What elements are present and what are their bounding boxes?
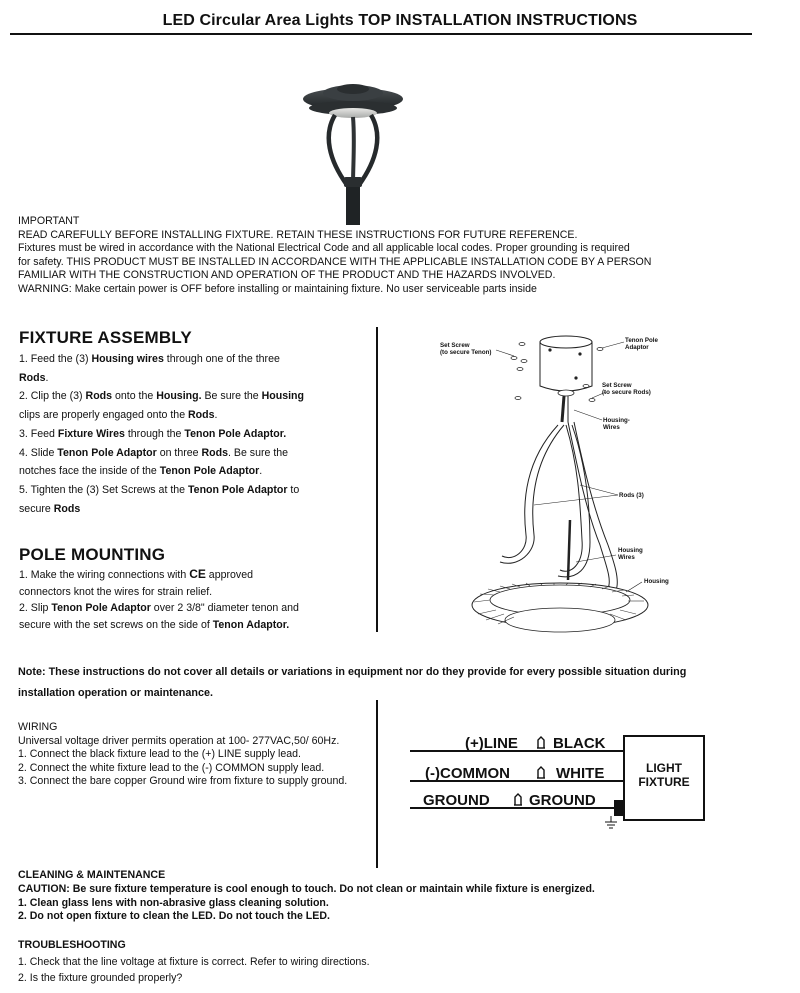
step-4b: notches face the inside of the Tenon Pole Adaptor. xyxy=(19,465,263,478)
assembly-diagram xyxy=(430,330,690,650)
cleaning-heading: CLEANING & MAINTENANCE xyxy=(18,869,166,881)
important-line: WARNING: Make certain power is OFF before installing or maintaining fixture. No user serviceable parts inside xyxy=(18,282,537,295)
important-line: FAMILIAR WITH THE CONSTRUCTION AND OPERATION OF THE PRODUCT AND THE HAZARDS INVOLVED. xyxy=(18,269,556,281)
ground-left-label: GROUND xyxy=(423,792,490,809)
wiring-instructions xyxy=(18,721,347,789)
important-line: Fixtures must be wired in accordance with the National Electrical Code and all applicable local codes. Proper grounding is required xyxy=(18,242,630,254)
title-rule xyxy=(10,33,752,35)
label-housing-wires-top: Housing- xyxy=(603,417,630,424)
label-housing-wires-bottom-sub: Wires xyxy=(618,554,635,561)
troubleshooting-heading: TROUBLESHOOTING xyxy=(18,939,126,951)
pole-step-2a: 2. Slip Tenon Pole Adaptor over 2 3/8" diameter tenon and xyxy=(19,602,299,614)
label-housing-wires-bottom: Housing xyxy=(618,547,643,554)
step-5a: 5. Tighten the (3) Set Screws at the Tenon Pole Adaptor to xyxy=(19,483,300,496)
wiring-line: 2. Connect the white fixture lead to the (-) COMMON supply lead. xyxy=(18,761,325,774)
wiring-heading: WIRING xyxy=(18,721,58,733)
pole-mounting-heading: POLE MOUNTING xyxy=(19,545,166,564)
important-line: IMPORTANT xyxy=(18,215,80,227)
step-2a: 2. Clip the (3) Rods onto the Housing. Be sure the Housing xyxy=(19,390,304,403)
ground-icon xyxy=(605,822,617,828)
ce-mark: CE xyxy=(189,567,206,581)
label-set-screw-rods-sub: (to secure Rods) xyxy=(602,389,651,396)
column-divider xyxy=(376,327,378,632)
label-housing: Housing xyxy=(644,578,669,585)
label-set-screw-tenon-sub: (to secure Tenon) xyxy=(440,349,492,356)
ground-right-label: GROUND xyxy=(529,792,596,809)
black-label: BLACK xyxy=(553,735,606,752)
common-label: (-)COMMON xyxy=(425,765,510,782)
wiring-diagram xyxy=(408,728,708,830)
label-housing-wires-top-sub: Wires xyxy=(603,424,620,431)
note-line: installation operation or maintenance. xyxy=(18,687,213,699)
step-1b: Rods. xyxy=(19,371,49,384)
label-tenon-adaptor: Tenon Pole xyxy=(625,337,658,344)
column-divider-wiring xyxy=(376,700,378,868)
wiring-line: Universal voltage driver permits operation at 100- 277VAC,50/ 60Hz. xyxy=(18,734,340,747)
label-set-screw-rods: Set Screw xyxy=(602,382,632,389)
cleaning-maintenance xyxy=(18,869,595,924)
pole-mounting-steps xyxy=(19,566,299,633)
step-3: 3. Feed Fixture Wires through the Tenon Pole Adaptor. xyxy=(19,427,287,440)
step-5b: secure Rods xyxy=(19,502,81,515)
cleaning-line: 2. Do not open fixture to clean the LED. Do not touch the LED. xyxy=(18,910,330,923)
white-label: WHITE xyxy=(556,765,605,782)
wiring-line: 1. Connect the black fixture lead to the (+) LINE supply lead. xyxy=(18,748,301,760)
label-tenon-adaptor-sub: Adaptor xyxy=(625,344,649,351)
line-label: (+)LINE xyxy=(465,735,518,752)
fixture-assembly-heading: FIXTURE ASSEMBLY xyxy=(19,328,192,347)
fixture-assembly-steps xyxy=(19,350,304,518)
cleaning-line: 1. Clean glass lens with non-abrasive glass cleaning solution. xyxy=(18,896,329,909)
step-4a: 4. Slide Tenon Pole Adaptor on three Rods. Be sure the xyxy=(19,446,289,459)
step-2b: clips are properly engaged onto the Rods. xyxy=(19,409,218,422)
label-rods: Rods (3) xyxy=(619,492,644,499)
step-1a: 1. Feed the (3) Housing wires through one of the three xyxy=(19,353,280,365)
document-title: LED Circular Area Lights TOP INSTALLATION INSTRUCTIONS xyxy=(162,12,638,29)
fixture-label-2: FIXTURE xyxy=(638,775,690,789)
important-line: READ CAREFULLY BEFORE INSTALLING FIXTURE. RETAIN THESE INSTRUCTIONS FOR FUTURE REFERENCE. xyxy=(18,228,578,241)
cleaning-caution: CAUTION: Be sure fixture temperature is cool enough to touch. Do not clean or maintain while fixture is energized. xyxy=(18,882,595,895)
pole-step-2b: secure with the set screws on the side of Tenon Adaptor. xyxy=(19,618,290,631)
lamp-product-image xyxy=(295,75,415,225)
pole-step-1b: connectors knot the wires for strain relief. xyxy=(19,585,213,598)
label-set-screw-tenon: Set Screw xyxy=(440,342,470,349)
troubleshooting-line: 2. Is the fixture grounded properly? xyxy=(18,972,183,984)
note-line: Note: These instructions do not cover all details or variations in equipment nor do they provide for every possible situation during xyxy=(18,666,687,678)
disclaimer-note xyxy=(18,662,788,704)
ground-terminal xyxy=(614,800,624,816)
important-notice xyxy=(18,215,788,296)
important-line: for safety. THIS PRODUCT MUST BE INSTALLED IN ACCORDANCE WITH THE APPLICABLE INSTALLATION CODE BY A PERSON xyxy=(18,255,652,268)
wiring-line: 3. Connect the bare copper Ground wire from fixture to supply ground. xyxy=(18,775,348,787)
troubleshooting-line: 1. Check that the line voltage at fixture is correct. Refer to wiring directions. xyxy=(18,955,370,968)
pole-step-1a: 1. Make the wiring connections with CE approved xyxy=(19,567,253,581)
troubleshooting xyxy=(18,937,370,987)
fixture-label-1: LIGHT xyxy=(646,761,682,775)
